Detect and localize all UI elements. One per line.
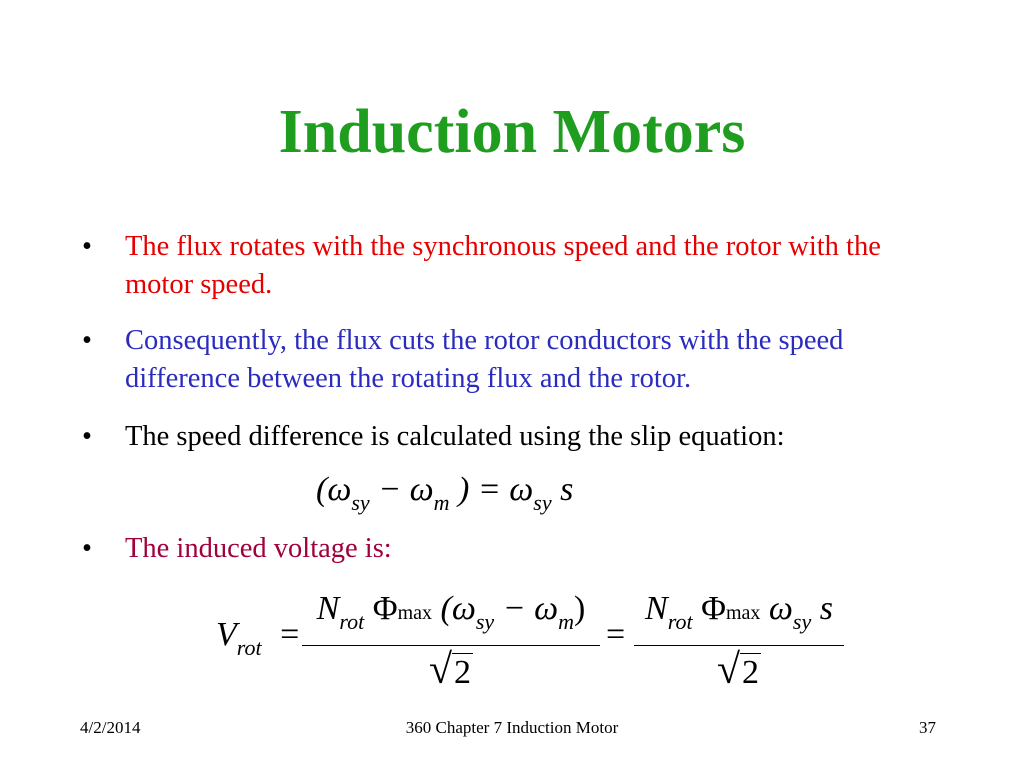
eq-V: V	[216, 616, 237, 653]
bullet-marker: •	[82, 231, 92, 262]
fraction-denominator	[634, 646, 844, 697]
eq-sub-m: m	[433, 490, 450, 515]
eq-slip-s: s	[551, 471, 574, 508]
sqrt-2	[429, 646, 473, 697]
eq-N-sub: rot	[339, 609, 365, 634]
bullet-marker: •	[82, 421, 92, 452]
eq-max: max	[397, 602, 432, 624]
sqrt-2	[717, 646, 761, 697]
eq-max: max	[725, 602, 761, 624]
slip-equation	[316, 468, 573, 525]
eq-fraction-1	[302, 590, 600, 697]
eq-equals: =	[280, 616, 300, 653]
eq-V-sub: rot	[236, 635, 262, 660]
eq-minus-omega: − ω	[369, 471, 434, 508]
fraction-numerator	[634, 590, 844, 641]
eq-sub-sy: sy	[533, 490, 552, 515]
eq-equals: =	[606, 616, 626, 653]
eq-fraction-2	[634, 590, 844, 697]
bullet-item-1	[82, 228, 942, 304]
eq-open-omega: (ω	[440, 590, 476, 627]
bullet-text: The flux rotates with the synchronous speed and the rotor with the motor speed.	[125, 231, 881, 300]
induced-voltage-equation	[216, 590, 856, 693]
eq-Phi: Φ	[372, 590, 398, 627]
footer-date: 4/2/2014	[80, 718, 141, 737]
eq-sub-m: m	[558, 609, 574, 634]
page-number: 37	[919, 718, 936, 737]
bullet-text: The speed difference is calculated using the slip equation:	[125, 421, 785, 452]
bullet-item-2	[82, 322, 942, 398]
radical-symbol: √	[428, 647, 453, 693]
bullet-item-3	[82, 418, 942, 456]
fraction-denominator	[302, 646, 600, 697]
slide-title: Induction Motors	[278, 98, 746, 166]
eq-close-equals-omega: ) = ω	[449, 471, 534, 508]
bullet-text: The induced voltage is:	[125, 533, 392, 564]
radicand: 2	[454, 654, 472, 691]
bullet-item-4	[82, 530, 942, 568]
eq-N: N	[316, 590, 340, 627]
eq-slip-s: s	[819, 590, 833, 627]
fraction-numerator	[302, 590, 600, 641]
bullet-marker: •	[82, 325, 92, 356]
eq-open-omega: (ω	[316, 471, 352, 508]
footer-title: 360 Chapter 7 Induction Motor	[405, 718, 619, 737]
radical-symbol: √	[716, 647, 741, 693]
eq-N-sub: rot	[667, 609, 693, 634]
bullet-text: Consequently, the flux cuts the rotor conductors with the speed difference between the rotating flux and the rotor.	[125, 325, 844, 394]
eq-N: N	[645, 590, 668, 627]
bullet-marker: •	[82, 533, 92, 564]
eq-sub-sy: sy	[351, 490, 370, 515]
eq-minus-omega: − ω	[494, 590, 559, 627]
radicand: 2	[742, 654, 760, 691]
eq-lhs	[216, 616, 299, 661]
eq-Phi: Φ	[701, 590, 726, 627]
eq-omega: ω	[768, 590, 793, 627]
eq-sub-sy: sy	[792, 609, 812, 634]
eq-sub-sy: sy	[475, 609, 495, 634]
eq-close-paren: )	[574, 590, 586, 627]
